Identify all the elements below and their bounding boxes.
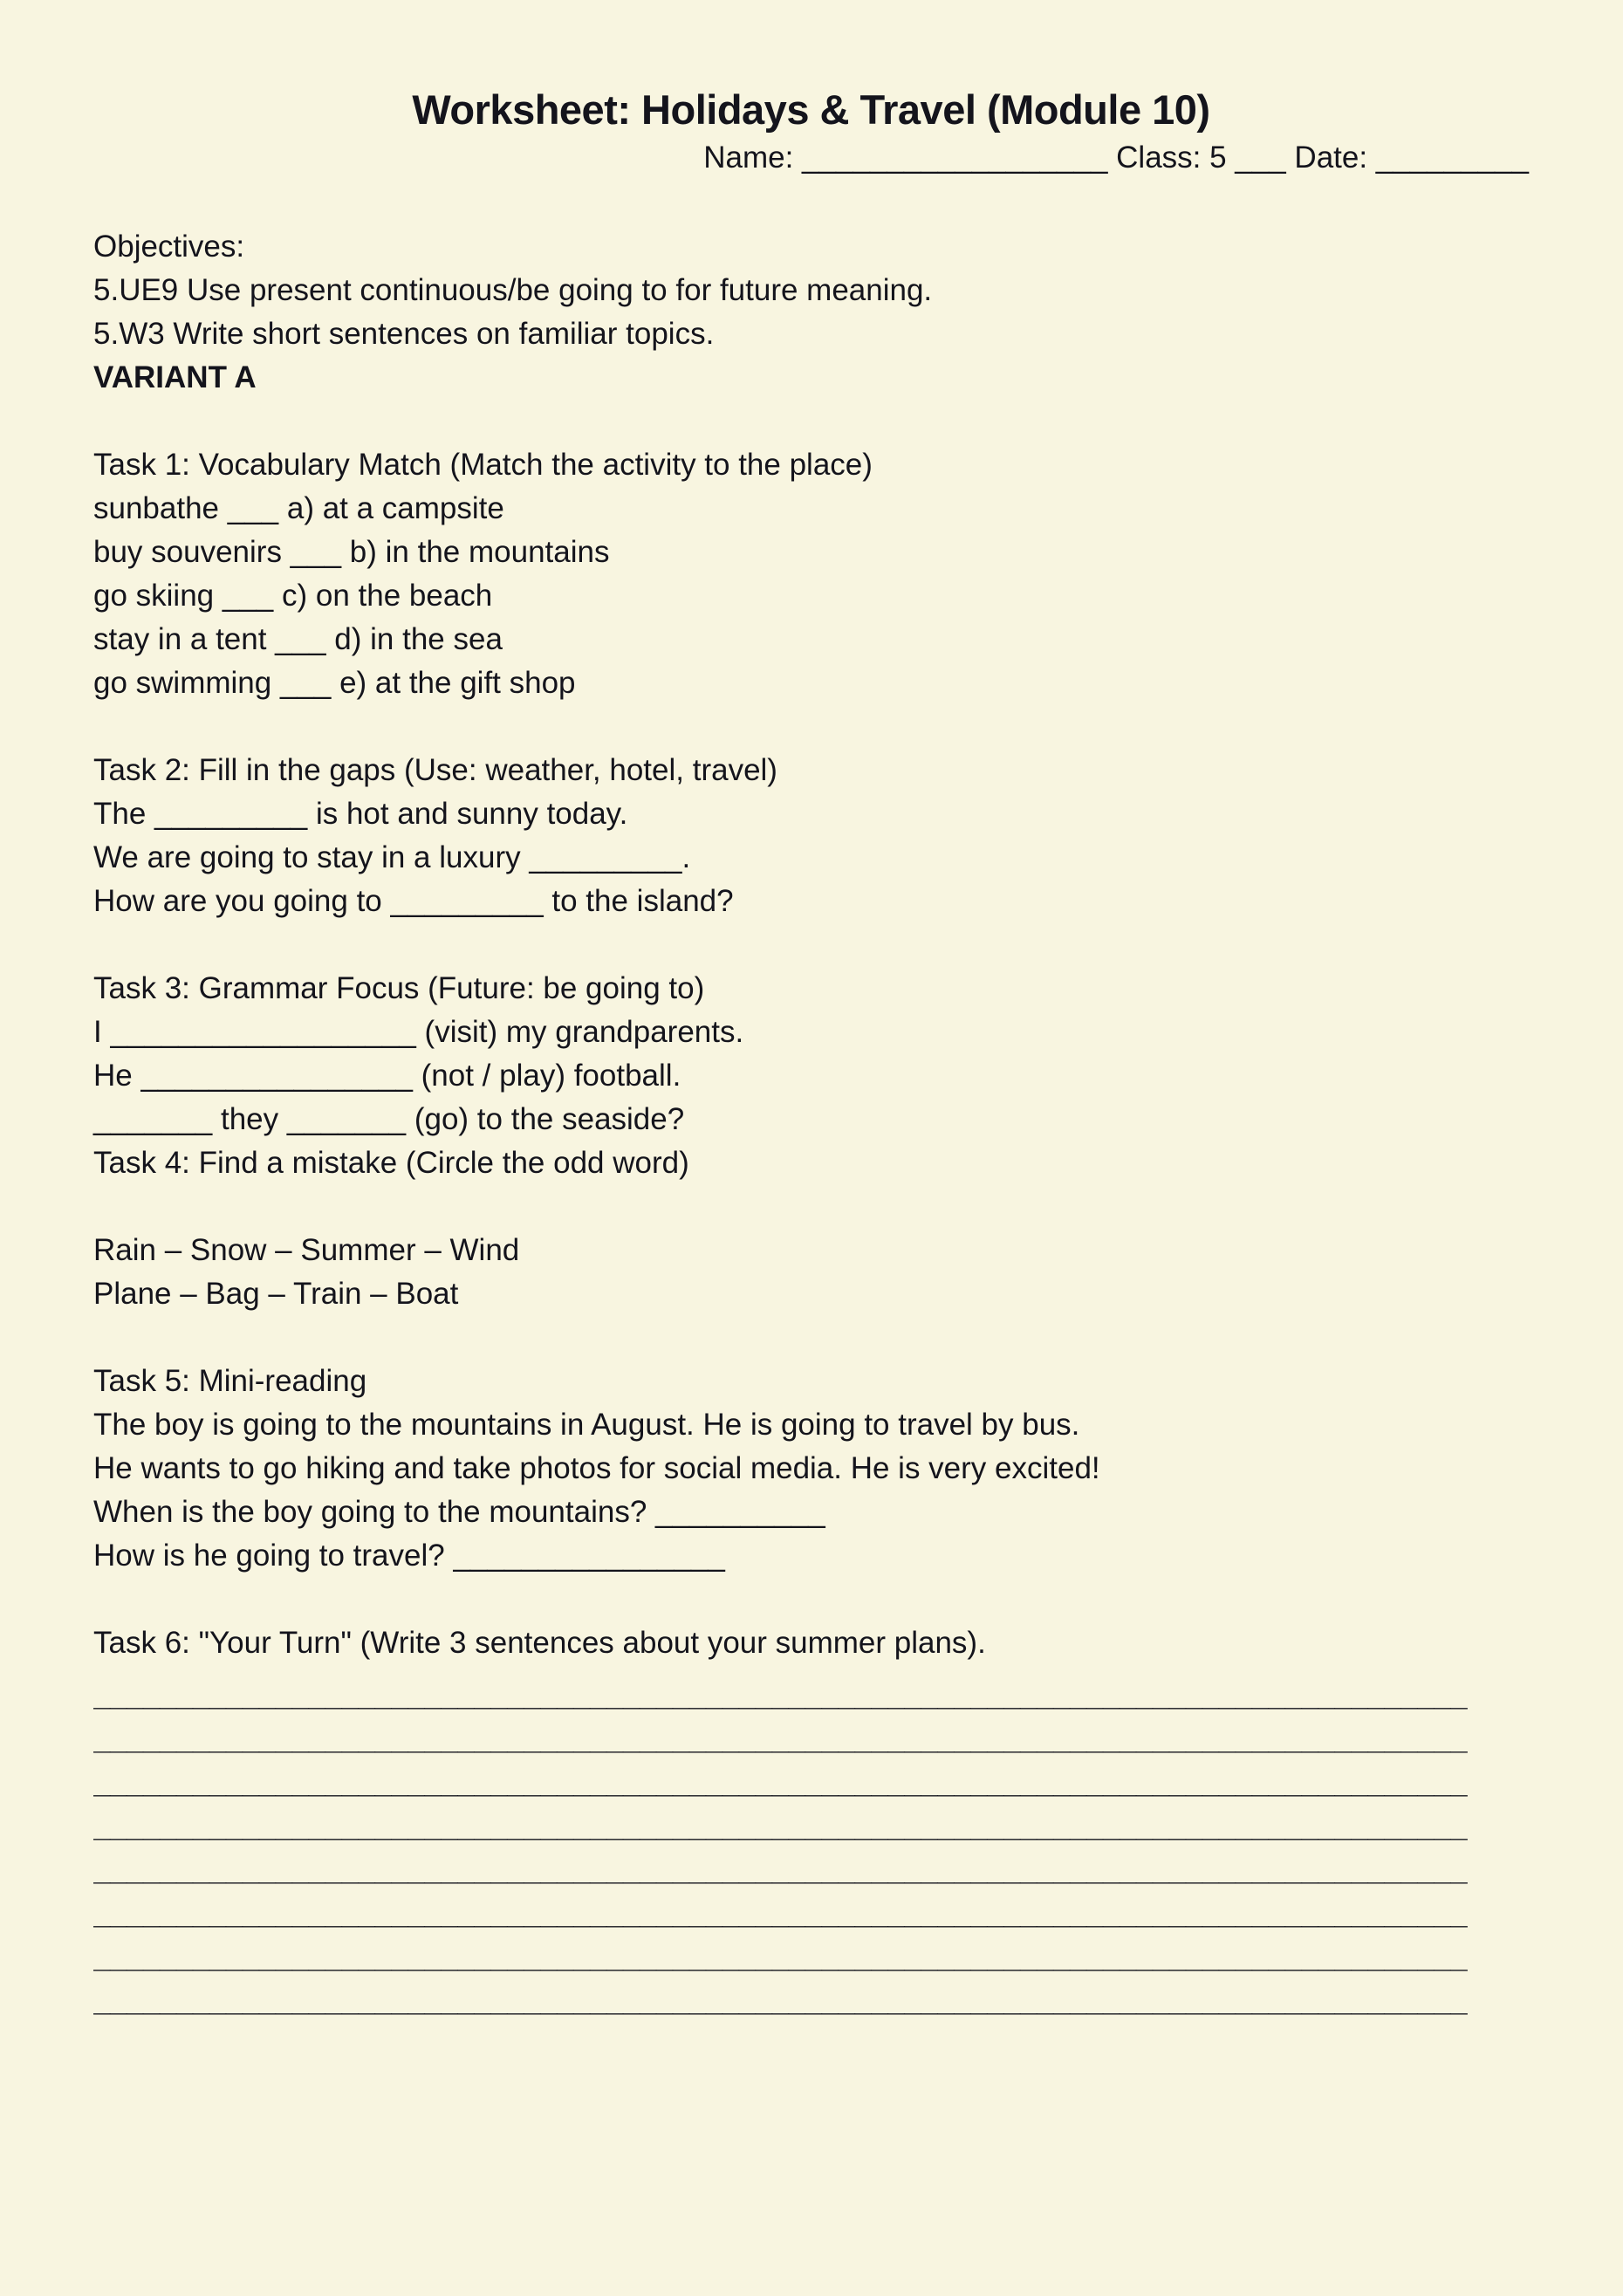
task5-question: When is the boy going to the mountains? __________	[93, 1495, 825, 1529]
task1-match-row: go swimming ___ e) at the gift shop	[93, 666, 576, 700]
task2-gap-sentence: The _________ is hot and sunny today.	[93, 797, 628, 831]
writing-line: ___________________________________________________________________________________	[93, 1678, 1468, 1712]
task4-word-rows	[93, 1229, 1529, 1316]
task6-writing-area	[93, 1674, 1529, 2023]
writing-line: ___________________________________________________________________________________	[93, 1940, 1468, 1974]
task5-question: How is he going to travel? ________________	[93, 1539, 725, 1573]
task4-title: Task 4: Find a mistake (Circle the odd word)	[93, 1146, 689, 1180]
task4-word-row: Rain – Snow – Summer – Wind	[93, 1233, 520, 1267]
task5-title: Task 5: Mini-reading	[93, 1364, 367, 1398]
task2-section	[93, 749, 1529, 923]
writing-line: ___________________________________________________________________________________	[93, 1853, 1468, 1887]
worksheet-title: Worksheet: Holidays & Travel (Module 10)	[412, 86, 1210, 133]
task1-match-row: sunbathe ___ a) at a campsite	[93, 491, 504, 525]
objectives-section	[93, 225, 1529, 356]
task5-reading-sentence: He wants to go hiking and take photos for social media. He is very excited!	[93, 1451, 1100, 1485]
writing-line: ___________________________________________________________________________________	[93, 1984, 1468, 2018]
task2-gap-sentence: We are going to stay in a luxury _________.	[93, 840, 691, 874]
task5-section	[93, 1360, 1529, 1578]
task3-title: Task 3: Grammar Focus (Future: be going to)	[93, 971, 705, 1005]
writing-line: ___________________________________________________________________________________	[93, 1765, 1468, 1799]
variant-heading: VARIANT A	[93, 360, 257, 394]
task1-title: Task 1: Vocabulary Match (Match the activity to the place)	[93, 448, 873, 482]
task3-grammar-sentence: I __________________ (visit) my grandparents.	[93, 1015, 744, 1049]
name-class-date-line: Name: __________________ Class: 5 ___ Date: _________	[703, 141, 1529, 175]
objective-item: 5.UE9 Use present continuous/be going to for future meaning.	[93, 273, 933, 307]
writing-line: ___________________________________________________________________________________	[93, 1809, 1468, 1843]
task3-grammar-sentence: _______ they _______ (go) to the seaside?	[93, 1102, 685, 1136]
task2-gap-sentence: How are you going to _________ to the island?	[93, 884, 734, 918]
task1-match-row: stay in a tent ___ d) in the sea	[93, 622, 503, 656]
task4-word-row: Plane – Bag – Train – Boat	[93, 1277, 459, 1311]
objective-item: 5.W3 Write short sentences on familiar topics.	[93, 317, 715, 351]
task2-title: Task 2: Fill in the gaps (Use: weather, hotel, travel)	[93, 753, 777, 787]
task1-match-row: go skiing ___ c) on the beach	[93, 579, 493, 613]
writing-line: ___________________________________________________________________________________	[93, 1722, 1468, 1756]
task4-section	[93, 1141, 1529, 1316]
objectives-heading: Objectives:	[93, 230, 245, 264]
writing-line: ___________________________________________________________________________________	[93, 1896, 1468, 1930]
task1-section	[93, 443, 1529, 705]
task5-reading-sentence: The boy is going to the mountains in August. He is going to travel by bus.	[93, 1408, 1080, 1442]
task6-section	[93, 1621, 1529, 2023]
task3-grammar-sentence: He ________________ (not / play) football.	[93, 1059, 681, 1093]
task6-title: Task 6: "Your Turn" (Write 3 sentences about your summer plans).	[93, 1626, 986, 1660]
task3-section	[93, 967, 1529, 1141]
task1-match-row: buy souvenirs ___ b) in the mountains	[93, 535, 610, 569]
